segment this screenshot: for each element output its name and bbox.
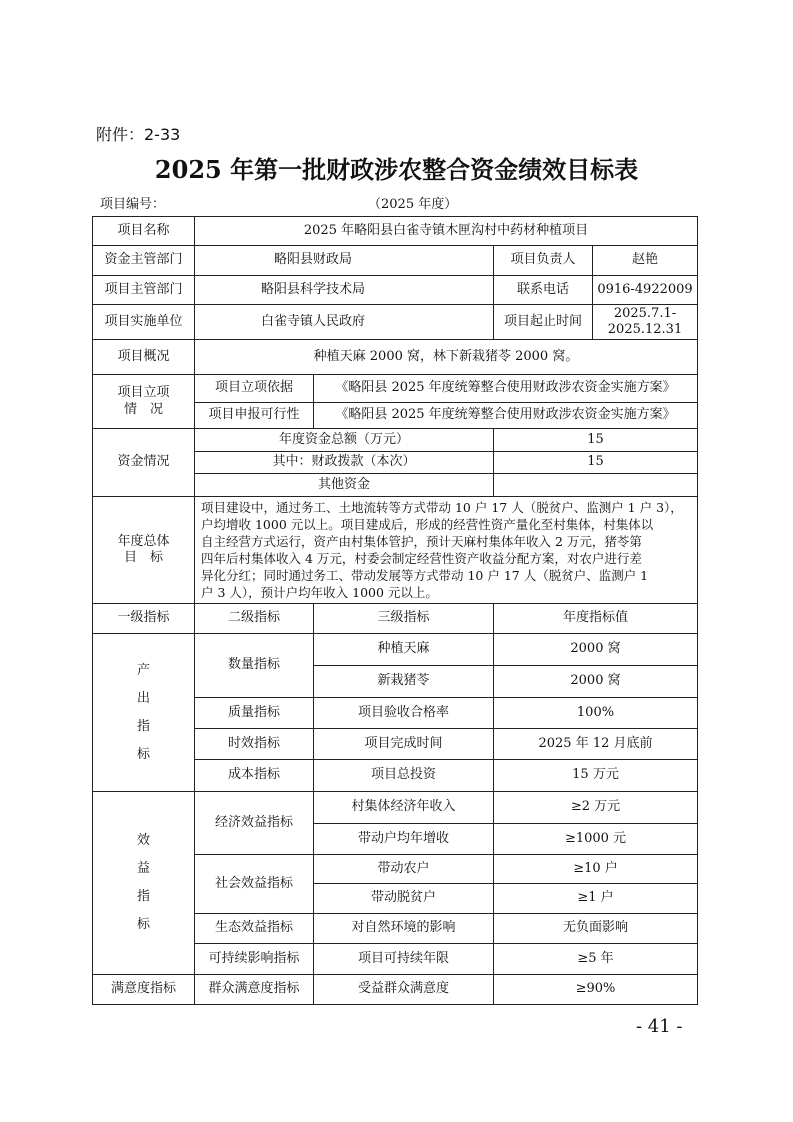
indicator-value: ≥1000 元: [494, 824, 698, 855]
row-project-department: [93, 276, 698, 305]
project-department-label: 项目主管部门: [93, 276, 195, 305]
indicator-value: 无负面影响: [494, 914, 698, 944]
fiscal-year: （2025 年度）: [368, 197, 458, 212]
indicator-name: 项目完成时间: [314, 729, 494, 760]
implementing-unit-value: 白雀寺镇人民政府: [195, 305, 494, 340]
header-level1: 一级指标: [93, 604, 195, 634]
row-fund-total: [93, 429, 698, 452]
indicator-value: ≥10 户: [494, 855, 698, 884]
project-name-value: 2025 年略阳县白雀寺镇木匣沟村中药材种植项目: [195, 217, 698, 246]
approval-basis-label: 项目立项依据: [195, 375, 314, 403]
indicator-name: 项目总投资: [314, 760, 494, 792]
social-indicator-label: 社会效益指标: [195, 855, 314, 914]
cost-indicator-label: 成本指标: [195, 760, 314, 792]
fund-total-label: 年度资金总额（万元）: [195, 429, 494, 452]
indicator-name: 带动户均年增收: [314, 824, 494, 855]
benefit-indicator-label: [93, 792, 195, 975]
indicator-name: 带动脱贫户: [314, 884, 494, 914]
project-department-value: 略阳县科学技术局: [195, 276, 494, 305]
project-name-label: 项目名称: [93, 217, 195, 246]
row-annual-goal: [93, 497, 698, 604]
feasibility-label: 项目申报可行性: [195, 403, 314, 429]
indicator-value: ≥1 户: [494, 884, 698, 914]
benefit-char: 益: [136, 861, 150, 876]
output-indicator-label: [93, 634, 195, 792]
performance-target-table: [92, 216, 698, 1005]
annual-goal-label-line2: 目 标: [123, 550, 163, 565]
annual-goal-label: [93, 497, 195, 604]
row-project-name: [93, 217, 698, 246]
fund-other-label: 其他资金: [195, 474, 494, 497]
implementing-unit-label: 项目实施单位: [93, 305, 195, 340]
approval-label-line2: 情 况: [123, 401, 163, 417]
leader-cell: [494, 246, 698, 276]
table-row: [93, 792, 698, 824]
overview-label: 项目概况: [93, 340, 195, 375]
approval-basis-value: 《略阳县 2025 年度统筹整合使用财政涉农资金实施方案》: [314, 375, 698, 403]
page-number: - 41 -: [636, 1016, 683, 1037]
goal-line: 异化分红；同时通过务工、带动发展等方式带动 10 户 17 人（脱贫户、监测户 1: [201, 568, 649, 583]
indicator-name: 对自然环境的影响: [314, 914, 494, 944]
table-row: [93, 975, 698, 1005]
indicator-value: 15 万元: [494, 760, 698, 792]
fund-fiscal-value: 15: [494, 452, 698, 474]
funds-label: 资金情况: [93, 429, 195, 497]
attachment-number: 附件：2-33: [96, 125, 181, 144]
row-approval-basis: [93, 375, 698, 403]
indicator-value: 2000 窝: [494, 634, 698, 666]
indicator-name: 村集体经济年收入: [314, 792, 494, 824]
row-indicator-headers: [93, 604, 698, 634]
benefit-char: 指: [136, 889, 150, 904]
timing-indicator-label: 时效指标: [195, 729, 314, 760]
goal-line: 四年后村集体收入 4 万元，村委会制定经营性资产收益分配方案，对农户进行差: [201, 551, 642, 566]
fund-fiscal-label: 其中：财政拨款（本次）: [195, 452, 494, 474]
row-fund-department: [93, 246, 698, 276]
indicator-name: 受益群众满意度: [314, 975, 494, 1005]
indicator-value: 2000 窝: [494, 666, 698, 698]
project-number-label: 项目编号：: [100, 197, 166, 212]
phone-cell: [494, 276, 698, 305]
page-title: 2025 年第一批财政涉农整合资金绩效目标表: [154, 155, 639, 184]
sustainability-indicator-label: 可持续影响指标: [195, 944, 314, 975]
quality-indicator-label: 质量指标: [195, 698, 314, 729]
annual-goal-text: [195, 497, 698, 604]
economic-indicator-label: 经济效益指标: [195, 792, 314, 855]
satisfaction-indicator-label: 满意度指标: [93, 975, 195, 1005]
goal-line: 项目建设中，通过务工、土地流转等方式带动 10 户 17 人（脱贫户、监测户 1 户 3），: [201, 500, 683, 515]
project-period-value: 2025.7.1-2025.12.31: [607, 305, 683, 337]
feasibility-value: 《略阳县 2025 年度统筹整合使用财政涉农资金实施方案》: [314, 403, 698, 429]
project-leader-label: 项目负责人: [494, 246, 593, 275]
indicator-value: 2025 年 12 月底前: [494, 729, 698, 760]
contact-phone-label: 联系电话: [494, 276, 593, 304]
ecological-indicator-label: 生态效益指标: [195, 914, 314, 944]
benefit-char: 标: [136, 917, 150, 932]
indicator-value: ≥90%: [494, 975, 698, 1005]
approval-label: [93, 375, 195, 429]
header-level3: 三级指标: [314, 604, 494, 634]
row-overview: [93, 340, 698, 375]
indicator-value: ≥5 年: [494, 944, 698, 975]
fund-other-value: [494, 474, 698, 497]
goal-line: 户均增收 1000 元以上。项目建成后，形成的经营性资产量化至村集体，村集体以: [201, 517, 654, 532]
indicator-name: 项目可持续年限: [314, 944, 494, 975]
header-level2: 二级指标: [195, 604, 314, 634]
indicator-name: 新栽猪苓: [314, 666, 494, 698]
approval-label-line1: 项目立项: [117, 385, 170, 401]
indicator-name: 带动农户: [314, 855, 494, 884]
header-annual-value: 年度指标值: [494, 604, 698, 634]
goal-line: 自主经营方式运行，资产由村集体管护，预计天麻村集体年收入 2 万元，猪苓第: [201, 534, 642, 549]
annual-goal-label-line1: 年度总体: [117, 533, 170, 549]
row-implementing-unit: [93, 305, 698, 340]
overview-value: 种植天麻 2000 窝，林下新栽猪苓 2000 窝。: [195, 340, 698, 375]
indicator-value: ≥2 万元: [494, 792, 698, 824]
public-satisfaction-label: 群众满意度指标: [195, 975, 314, 1005]
indicator-name: 项目验收合格率: [314, 698, 494, 729]
fund-department-value: 略阳县财政局: [195, 246, 494, 276]
goal-line: 户 3 人），预计户均年收入 1000 元以上。: [201, 585, 438, 600]
benefit-char: 效: [136, 833, 150, 848]
output-char: 标: [136, 746, 150, 762]
indicator-name: 种植天麻: [314, 634, 494, 666]
fund-total-value: 15: [494, 429, 698, 452]
contact-phone-value: 0916-4922009: [597, 281, 693, 297]
quantity-indicator-label: 数量指标: [195, 634, 314, 698]
output-char: 指: [136, 718, 150, 734]
table-row: [93, 634, 698, 666]
output-char: 出: [136, 690, 150, 706]
period-cell: [494, 305, 698, 340]
fund-department-label: 资金主管部门: [93, 246, 195, 276]
output-char: 产: [136, 662, 150, 678]
indicator-value: 100%: [494, 698, 698, 729]
project-leader-value: 赵艳: [631, 252, 658, 268]
project-period-label: 项目起止时间: [494, 305, 593, 339]
